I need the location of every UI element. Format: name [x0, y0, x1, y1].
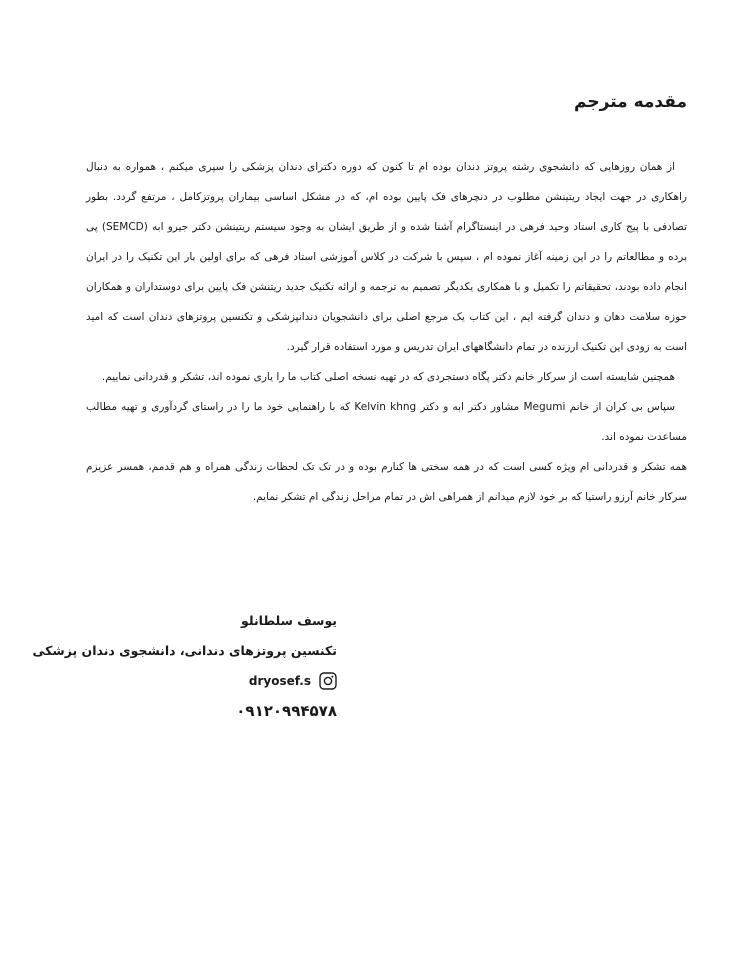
paragraph-thanks-megumi: سپاس بی کران از خانم Megumi مشاور دکتر ابه و دکتر Kelvin khng که با راهنمایی خود ما را در راستای گردآوری و تهیه مطالب مساعدت نموده اند.	[86, 401, 687, 443]
instagram-row	[33, 666, 338, 696]
paragraph-intro: از همان روزهایی که دانشجوی رشته پروتز دندان بوده ام تا کنون که دوره دکترای دندان پزشکی را سپری میکنم ، همواره به دنبال راهکاری در جهت ایجاد ریتینشن مطلوب در دنچرهای فک پایین بوده ام، که در مشکل اساسی بیماران پروتزکامل ، مرتفع گردد. بطور تصادفی با پیج کاری استاد وحید فرهی در اینستاگرام آشنا شده و از طریق ایشان به وجود سیستم ریتینشن دکتر جیرو ابه (SEMCD) پی برده و مطالعاتم را در این زمینه آغاز نموده ام ، سپس با شرکت در کلاس آموزشی استاد فرهی که برای اولین بار این تکنیک را در ایران انجام داده بودند، تحقیقاتم را تکمیل و با همکاری یکدیگر تصمیم به ترجمه و ارائه تکنیک جدید ریتنشن فک پایین برای دوستداران و همکاران حوزه سلامت دهان و دندان گرفته ایم ، این کتاب یک مرجع اصلی برای دانشجویان دندانپزشکی و تکنسین پروتزهای دندان است که امید است به زودی این تکنیک ارزنده در تمام دانشگاههای ایران تدریس و مورد استفاده قرار گیرد.	[86, 161, 687, 353]
signature-block	[33, 606, 338, 726]
paragraph-thanks-dastjerdi: همچنین شایسته است از سرکار خانم دکتر پگاه دستجردی که در تهیه نسخه اصلی کتاب ما را یاری نموده اند، تشکر و قدردانی نماییم.	[101, 371, 675, 383]
paragraph-thanks-spouse: همه تشکر و قدردانی ام ویژه کسی است که در همه سختی ها کنارم بوده و در تک تک لحظات زندگی همراه و هم قدمم، همسر عزیزم سرکار خانم آرزو راستیا که بر خود لازم میدانم از همراهی اش در تمام مراحل زندگی ام تشکر نمایم.	[86, 461, 687, 503]
author-role: تکنسین پروتزهای دندانی، دانشجوی دندان پزشکی	[32, 643, 337, 658]
page-title: مقدمه مترجم	[574, 92, 687, 112]
instagram-icon	[319, 672, 337, 690]
phone-number: ۰۹۱۲۰۹۹۴۵۷۸	[236, 702, 337, 720]
author-name: یوسف سلطانلو	[241, 613, 337, 628]
body-text	[86, 152, 687, 512]
instagram-handle: dryosef.s	[248, 674, 311, 688]
